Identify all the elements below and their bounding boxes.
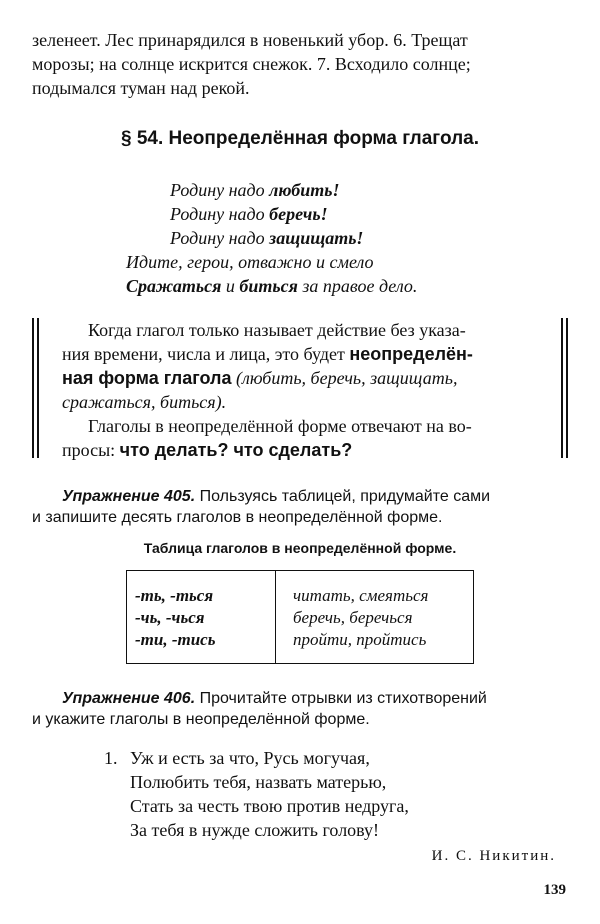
endings-column	[127, 571, 276, 663]
poem-verb: Сражаться	[126, 276, 222, 296]
example-cell: читать, смеяться	[293, 586, 429, 605]
exercise-line: Упражнение 405. Пользуясь таблицей, придумайте сами	[62, 488, 491, 505]
table-caption: Таблица глаголов в неопределённой форме.	[143, 540, 457, 556]
exercise-line: Упражнение 406. Прочитайте отрывки из стихотворений	[62, 690, 487, 707]
poem-verb: защищать!	[269, 228, 364, 248]
rule-right-bar	[561, 318, 568, 458]
poem-line: Родину надо любить!	[170, 180, 340, 200]
verb-endings-table	[126, 570, 474, 664]
example-cell: пройти, пройтись	[293, 630, 427, 649]
poem-line: Родину надо беречь!	[170, 204, 328, 224]
example-cell: беречь, беречься	[293, 608, 413, 627]
verse-number: 1.	[104, 748, 118, 768]
rule-term: ная форма глагола	[62, 368, 232, 388]
poem-verb: любить!	[269, 180, 340, 200]
poem-verb: беречь!	[269, 204, 328, 224]
rule-line: ная форма глагола (любить, беречь, защищать,	[62, 368, 458, 388]
exercise-title: Упражнение 405.	[62, 488, 196, 505]
poem-line: Родину надо защищать!	[170, 228, 364, 248]
ending-cell: -чь, -чься	[135, 608, 205, 627]
rule-line: Когда глагол только называет действие без указа-	[88, 320, 466, 340]
verse-line: Уж и есть за что, Русь могучая,	[130, 748, 370, 768]
poem-verb: биться	[239, 276, 298, 296]
verse-line: Стать за честь твою против недруга,	[130, 796, 409, 816]
ending-cell: -ти, -тись	[135, 630, 216, 649]
exercise-line: и запишите десять глаголов в неопределённой форме.	[32, 509, 443, 526]
rule-term: неопределён-	[349, 344, 473, 364]
rule-line: Глаголы в неопределённой форме отвечают на во-	[88, 416, 472, 436]
exercise-line: и укажите глаголы в неопределённой форме.	[32, 711, 370, 728]
ending-cell: -ть, -ться	[135, 586, 214, 605]
poem-line: Идите, герои, отважно и смело	[126, 252, 374, 272]
verse-line: За тебя в нужде сложить голову!	[130, 820, 380, 840]
rule-line: просы: что делать? что сделать?	[62, 440, 353, 460]
section-heading: § 54. Неопределённая форма глагола.	[120, 128, 479, 149]
paragraph-line: морозы; на солнце искрится снежок. 7. Всходило солнце;	[32, 54, 471, 74]
rule-line: ния времени, числа и лица, это будет неопределён-	[62, 344, 473, 364]
exercise-title: Упражнение 406.	[62, 690, 196, 707]
author-signature: И. С. Никитин.	[431, 848, 556, 864]
rule-question: что делать? что сделать?	[119, 440, 353, 460]
paragraph-line: подымался туман над рекой.	[32, 78, 250, 98]
paragraph-line: зеленеет. Лес принарядился в новенький убор. 6. Трещат	[32, 30, 468, 50]
page-number: 139	[543, 882, 566, 898]
poem-line: Сражаться и биться за правое дело.	[126, 276, 418, 296]
rule-left-bar	[32, 318, 39, 458]
rule-line: сражаться, биться).	[62, 392, 227, 412]
verse-line: Полюбить тебя, назвать матерью,	[130, 772, 387, 792]
